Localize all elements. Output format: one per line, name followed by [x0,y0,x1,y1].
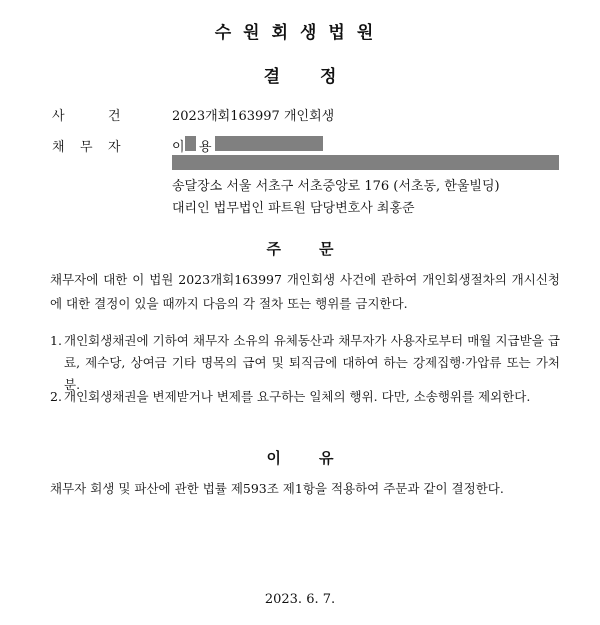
reason-paragraph: 채무자 회생 및 파산에 관한 법률 제593조 제1항을 적용하여 주문과 같이 결정한다. [50,481,504,496]
case-label-char-2: 건 [108,109,121,124]
redaction-block [172,155,559,170]
reason-heading: 이유 [266,449,372,467]
order-intro-paragraph: 채무자에 대한 이 법원 2023개회163997 개인회생 사건에 관하여 개인회생절차의 개시신청에 대한 결정이 있을 때까지 다음의 각 절차 또는 행위를 금지한다. [50,272,560,311]
service-address: 송달장소 서울 서초구 서초중앙로 176 (서초동, 한울빌딩) [172,179,500,194]
redaction-block [185,136,196,151]
debtor-name-first: 이 [172,140,185,155]
debtor-name-mid: 용 [199,140,212,155]
legal-agent: 대리인 법무법인 파트원 담당변호사 최홍준 [172,201,415,216]
debtor-label-char-2: 무 [80,140,93,155]
order-item-text: 개인회생채권에 기하여 채무자 소유의 유체동산과 채무자가 사용자로부터 매월 지급받을 급료, 제수당, 상여금 기타 명목의 급여 및 퇴직금에 대하여 하는 강제집행·가압류 또는 가처분. [64,333,560,392]
case-number: 2023개회163997 개인회생 [172,109,335,124]
order-item-number: 2. [50,389,62,404]
debtor-label-char-1: 채 [52,140,65,155]
order-item-number: 1. [50,333,62,348]
order-heading: 주문 [266,240,372,258]
decision-date: 2023. 6. 7. [264,592,336,607]
case-label-char-1: 사 [52,109,65,124]
order-item-text: 개인회생채권을 변제받거나 변제를 요구하는 일체의 행위. 다만, 소송행위를 제외한다. [64,389,531,404]
court-name: 수원회생법원 [214,23,386,43]
debtor-label-char-3: 자 [108,140,121,155]
document-type-title: 결정 [263,67,377,87]
redaction-block [215,136,323,151]
